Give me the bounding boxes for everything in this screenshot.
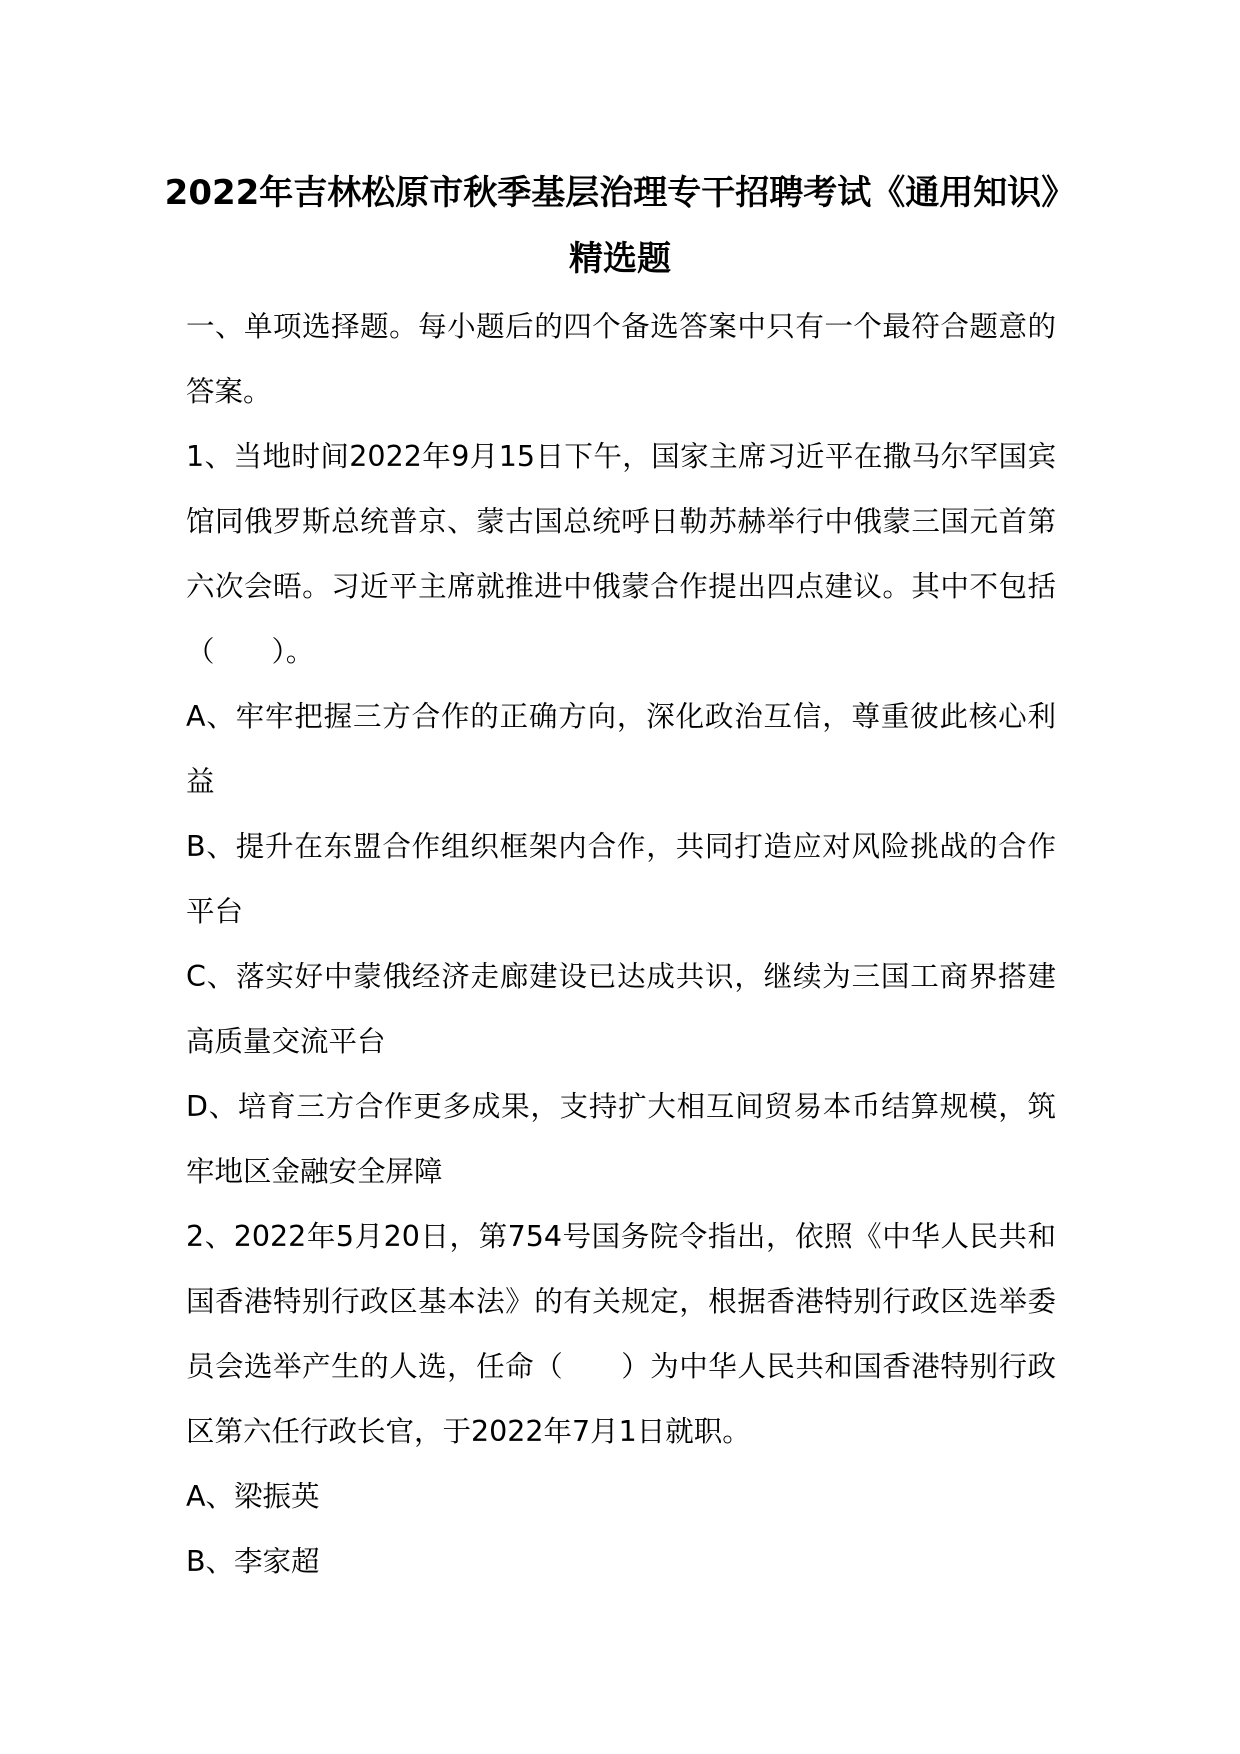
question-2-stem: 2、2022年5月20日，第754号国务院令指出，依照《中华人民共和国香港特别行政区基本法》的有关规定，根据香港特别行政区选举委员会选举产生的人选，任命（ ）为中华人民共和国香港特别行政区第六任行政长官，于2022年7月1日就职。 [186, 1220, 1056, 1448]
document-title: 2022年吉林松原市秋季基层治理专干招聘考试《通用知识》精选题 [164, 173, 1076, 279]
document-body [186, 294, 1056, 1594]
question-2-option-a: A、梁振英 [186, 1480, 320, 1513]
question-1-option-b: B、提升在东盟合作组织框架内合作，共同打造应对风险挑战的合作平台 [186, 830, 1056, 928]
question-1-option-a: A、牢牢把握三方合作的正确方向，深化政治互信，尊重彼此核心利益 [186, 700, 1056, 798]
question-1-stem: 1、当地时间2022年9月15日下午，国家主席习近平在撒马尔罕国宾馆同俄罗斯总统普京、蒙古国总统呼日勒苏赫举行中俄蒙三国元首第六次会晤。习近平主席就推进中俄蒙合作提出四点建议。其中不包括（ ）。 [186, 440, 1056, 668]
question-1-option-d: D、培育三方合作更多成果，支持扩大相互间贸易本币结算规模，筑牢地区金融安全屏障 [186, 1090, 1056, 1188]
question-1-option-c: C、落实好中蒙俄经济走廊建设已达成共识，继续为三国工商界搭建高质量交流平台 [186, 960, 1056, 1058]
section-heading: 一、单项选择题。每小题后的四个备选答案中只有一个最符合题意的答案。 [186, 310, 1056, 408]
question-2-option-b: B、李家超 [186, 1545, 320, 1578]
